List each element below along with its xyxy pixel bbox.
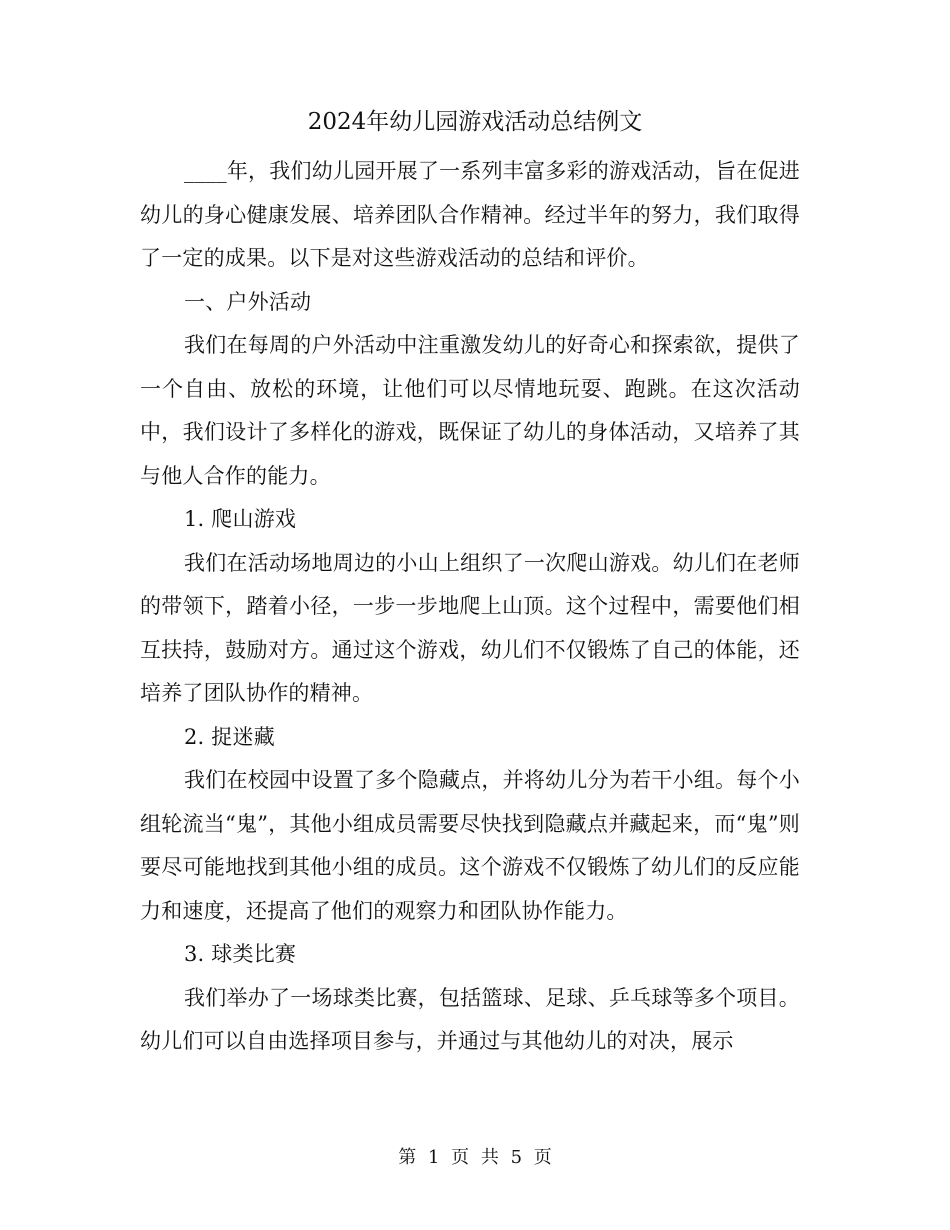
subheading-climbing: 1. 爬山游戏 bbox=[184, 507, 297, 531]
subheading-ball-games: 3. 球类比赛 bbox=[184, 942, 297, 966]
page-footer: 第 1 页 共 5 页 bbox=[398, 1147, 552, 1168]
subheading-hide-and-seek: 2. 捉迷藏 bbox=[184, 724, 275, 749]
paragraph-climbing: 我们在活动场地周边的小山上组织了一次爬山游戏。幼儿们在老师的带领下，踏着小径，一步一步地爬上山顶。这个过程中，需要他们相互扶持，鼓励对方。通过这个游戏，幼儿们不仅锻炼了自己的体能，还培养了团队协作的精神。 bbox=[140, 550, 800, 705]
document-title: 2024年幼儿园游戏活动总结例文 bbox=[307, 109, 643, 135]
document-body bbox=[140, 150, 800, 1064]
paragraph-hide-and-seek: 我们在校园中设置了多个隐藏点，并将幼儿分为若干小组。每个小组轮流当“鬼”，其他小组成员需要尽快找到隐藏点并藏起来，而“鬼”则要尽可能地找到其他小组的成员。这个游戏不仅锻炼了幼儿们的反应能力和速度，还提高了他们的观察力和团队协作能力。 bbox=[140, 768, 800, 923]
section-heading-outdoor: 一、户外活动 bbox=[184, 289, 312, 314]
paragraph-outdoor: 我们在每周的户外活动中注重激发幼儿的好奇心和探索欲，提供了一个自由、放松的环境，让他们可以尽情地玩耍、跑跳。在这次活动中，我们设计了多样化的游戏，既保证了幼儿的身体活动，又培养了其与他人合作的能力。 bbox=[140, 333, 800, 488]
paragraph-ball-games: 我们举办了一场球类比赛，包括篮球、足球、乒乓球等多个项目。幼儿们可以自由选择项目参与，并通过与其他幼儿的对决，展示 bbox=[140, 985, 800, 1053]
paragraph-intro: ____年，我们幼儿园开展了一系列丰富多彩的游戏活动，旨在促进幼儿的身心健康发展、培养团队合作精神。经过半年的努力，我们取得了一定的成果。以下是对这些游戏活动的总结和评价。 bbox=[140, 159, 800, 270]
